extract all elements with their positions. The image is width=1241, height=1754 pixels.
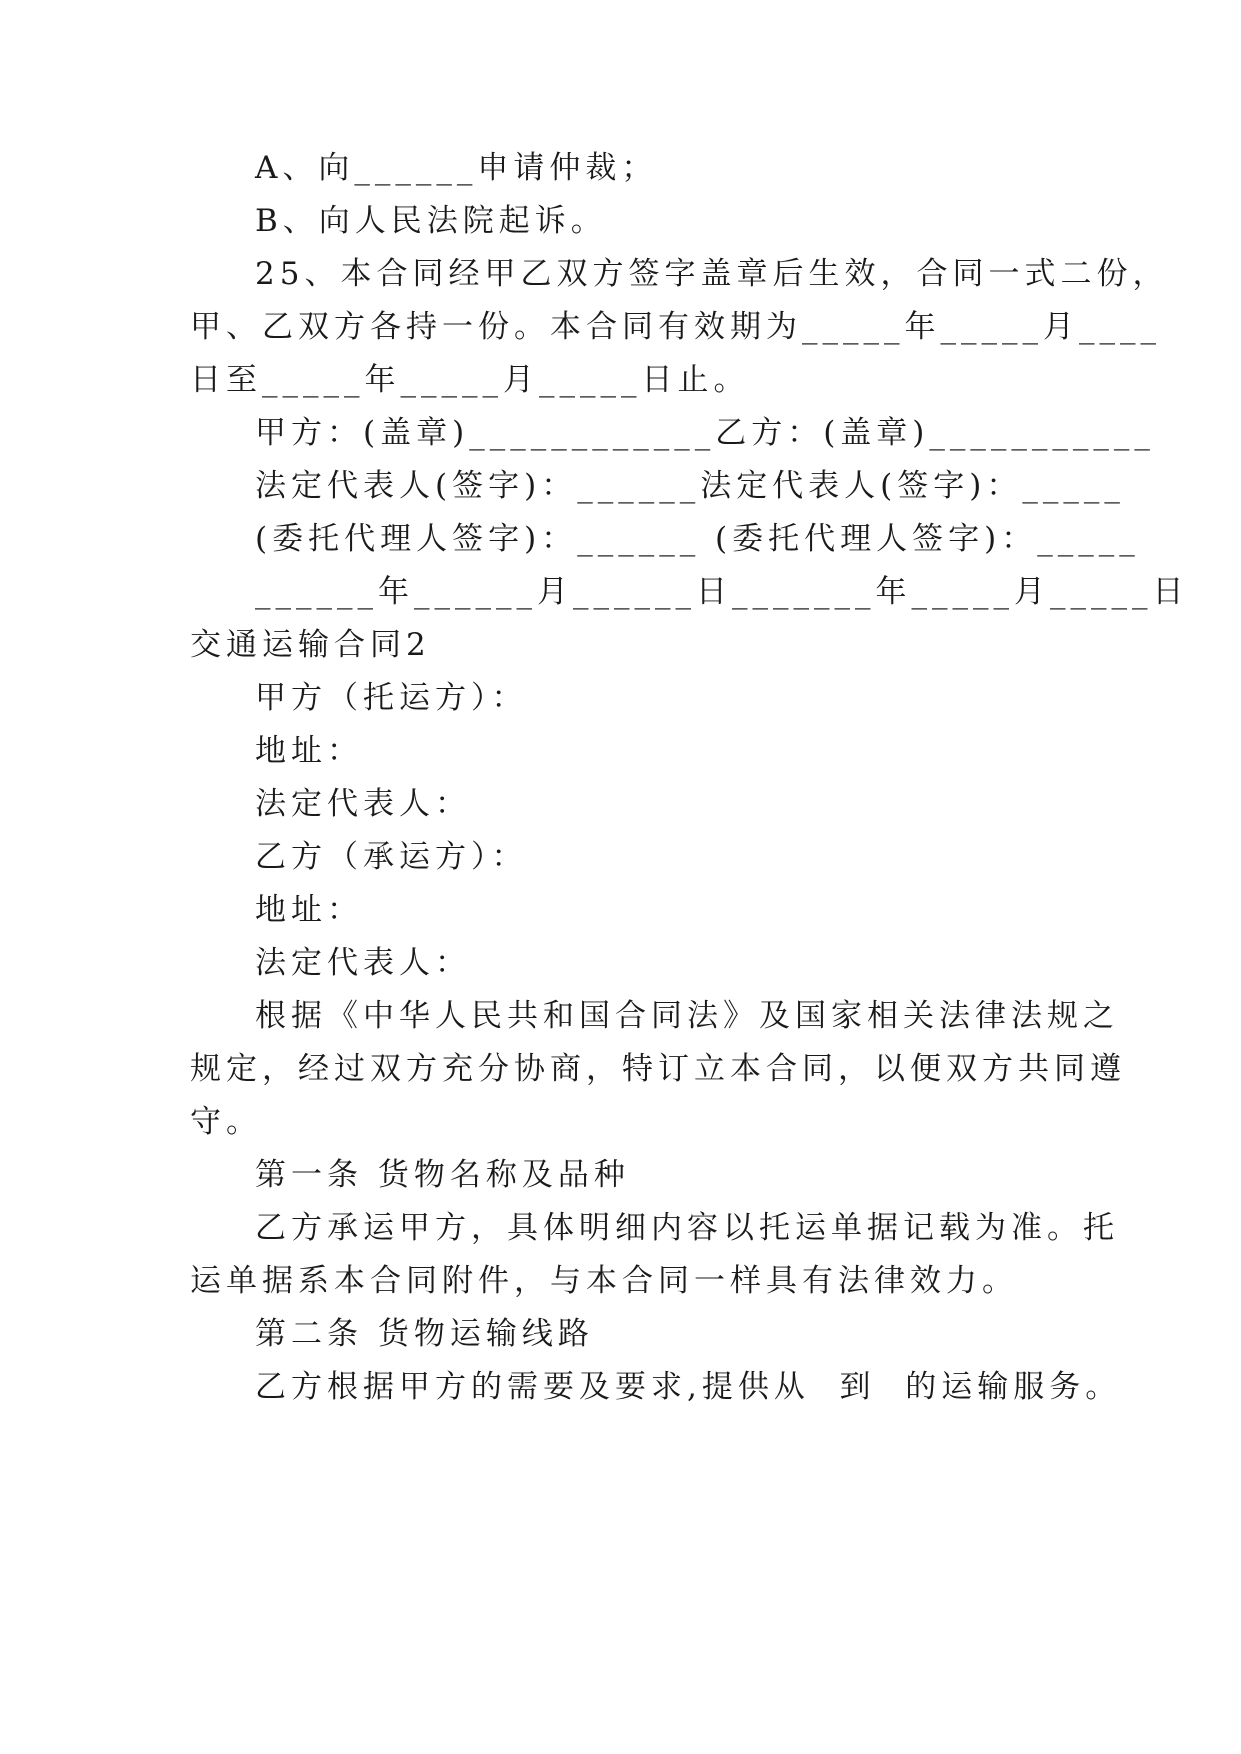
clause-b-court: B、向人民法院起诉。 — [255, 203, 607, 239]
clause-25-line-1: 25、本合同经甲乙双方签字盖章后生效，合同一式二份， — [255, 256, 1169, 292]
article-1-line-1: 乙方承运甲方，具体明细内容以托运单据记载为准。托 — [255, 1210, 1119, 1246]
clause-25-line-2: 甲、乙双方各持一份。本合同有效期为_____年_____月____ — [190, 309, 1161, 345]
party-b-label: 乙方（承运方）： — [255, 839, 528, 875]
clause-25-line-3: 日至_____年_____月_____日止。 — [190, 362, 750, 398]
clause-a-arbitration: A、向______申请仲裁； — [255, 150, 658, 186]
party-a-label: 甲方（托运方）： — [255, 680, 528, 716]
preamble-line-3: 守。 — [190, 1104, 262, 1140]
preamble-line-2: 规定，经过双方充分协商，特订立本合同，以便双方共同遵 — [190, 1051, 1126, 1087]
party-a-address: 地址： — [255, 733, 363, 769]
signature-legal-rep-line: 法定代表人(签字)：______法定代表人(签字)：_____ — [255, 468, 1125, 504]
party-b-legal-rep: 法定代表人： — [255, 945, 471, 981]
party-a-legal-rep: 法定代表人： — [255, 786, 471, 822]
article-2-title: 第二条 货物运输线路 — [255, 1316, 594, 1352]
article-2-line-1: 乙方根据甲方的需要及要求,提供从 到 的运输服务。 — [255, 1369, 1122, 1405]
signature-seal-line: 甲方：(盖章)____________乙方：(盖章)___________ — [255, 415, 1155, 451]
signature-agent-line: (委托代理人签字)：______ (委托代理人签字)：_____ — [255, 521, 1140, 557]
preamble-line-1: 根据《中华人民共和国合同法》及国家相关法律法规之 — [255, 998, 1119, 1034]
contract-2-title: 交通运输合同2 — [190, 627, 431, 663]
article-1-title: 第一条 货物名称及品种 — [255, 1157, 630, 1193]
party-b-address: 地址： — [255, 892, 363, 928]
signature-date-line: ______年______月______日_______年_____月_____日 — [255, 574, 1189, 610]
article-1-line-2: 运单据系本合同附件，与本合同一样具有法律效力。 — [190, 1263, 1018, 1299]
